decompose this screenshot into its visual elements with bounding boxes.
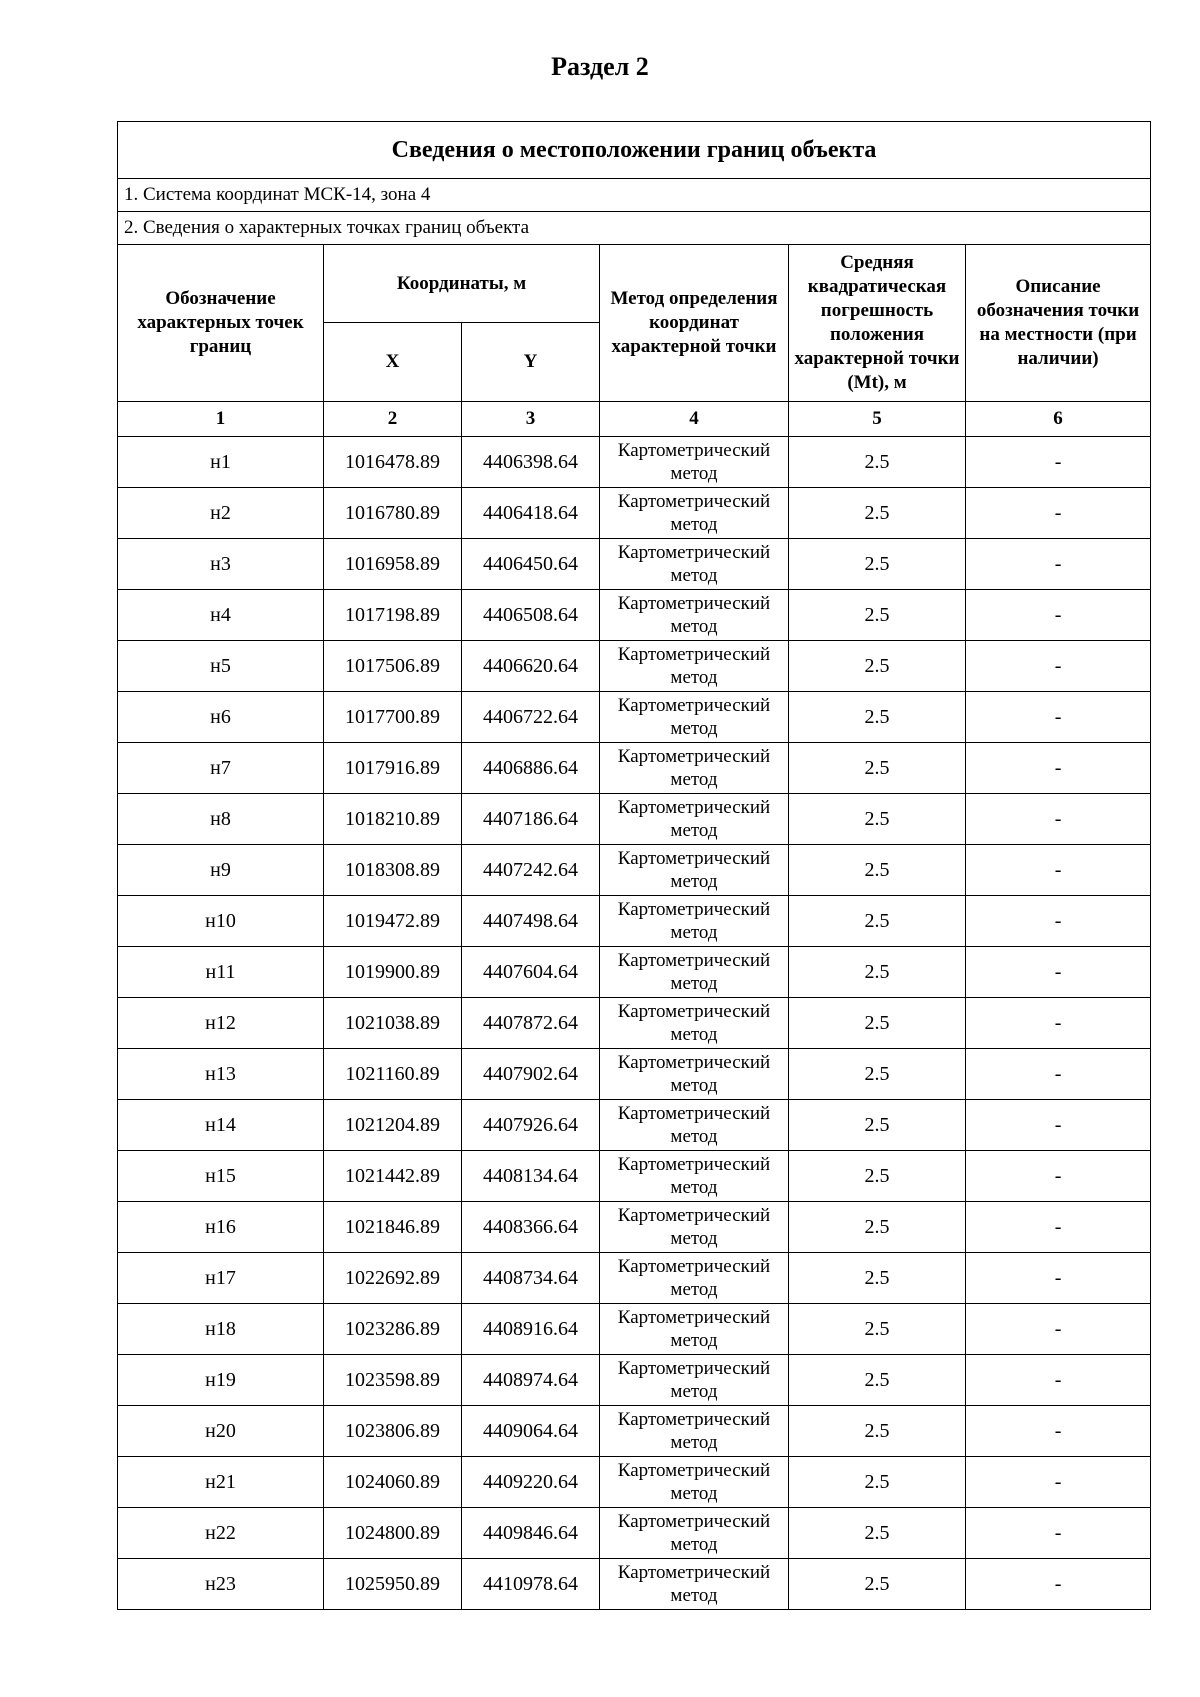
table-row (118, 1151, 1151, 1202)
mt-error: 2.5 (789, 590, 966, 641)
mt-error: 2.5 (789, 1049, 966, 1100)
table-row (118, 437, 1151, 488)
coord-y: 4407498.64 (462, 896, 600, 947)
method: Картометрический метод (600, 1202, 789, 1253)
table-title: Сведения о местоположении границ объекта (118, 122, 1151, 179)
point-description: - (966, 743, 1151, 794)
point-id: н14 (118, 1100, 324, 1151)
coord-y: 4407872.64 (462, 998, 600, 1049)
point-id: н16 (118, 1202, 324, 1253)
table-row (118, 1202, 1151, 1253)
column-number: 4 (600, 402, 789, 437)
coord-x: 1017700.89 (324, 692, 462, 743)
table-row (118, 794, 1151, 845)
coord-x: 1024060.89 (324, 1457, 462, 1508)
point-id: н8 (118, 794, 324, 845)
point-id: н9 (118, 845, 324, 896)
coord-x: 1016958.89 (324, 539, 462, 590)
mt-error: 2.5 (789, 1406, 966, 1457)
method: Картометрический метод (600, 1457, 789, 1508)
point-description: - (966, 1049, 1151, 1100)
point-id: н22 (118, 1508, 324, 1559)
point-description: - (966, 1253, 1151, 1304)
point-id: н21 (118, 1457, 324, 1508)
mt-error: 2.5 (789, 794, 966, 845)
coordinate-system: 1. Система координат МСК-14, зона 4 (118, 179, 1151, 212)
header-description: Описание обозначения точки на местности (при наличии) (966, 245, 1151, 402)
table-row (118, 1406, 1151, 1457)
method: Картометрический метод (600, 794, 789, 845)
coord-y: 4406418.64 (462, 488, 600, 539)
method: Картометрический метод (600, 896, 789, 947)
coord-x: 1019472.89 (324, 896, 462, 947)
method: Картометрический метод (600, 1559, 789, 1610)
point-description: - (966, 794, 1151, 845)
mt-error: 2.5 (789, 1457, 966, 1508)
mt-error: 2.5 (789, 437, 966, 488)
point-description: - (966, 641, 1151, 692)
coord-x: 1021204.89 (324, 1100, 462, 1151)
point-id: н20 (118, 1406, 324, 1457)
header-error: Средняя квадратическая погрешность положения характерной точки (Mt), м (789, 245, 966, 402)
point-description: - (966, 1457, 1151, 1508)
table-row (118, 641, 1151, 692)
coord-y: 4409064.64 (462, 1406, 600, 1457)
coord-x: 1017916.89 (324, 743, 462, 794)
point-description: - (966, 539, 1151, 590)
mt-error: 2.5 (789, 488, 966, 539)
coord-y: 4406886.64 (462, 743, 600, 794)
mt-error: 2.5 (789, 1151, 966, 1202)
coord-x: 1021038.89 (324, 998, 462, 1049)
coord-x: 1021160.89 (324, 1049, 462, 1100)
table-row (118, 1355, 1151, 1406)
table-row (118, 692, 1151, 743)
point-description: - (966, 896, 1151, 947)
mt-error: 2.5 (789, 1253, 966, 1304)
header-method: Метод определения координат характерной точки (600, 245, 789, 402)
point-id: н4 (118, 590, 324, 641)
point-id: н11 (118, 947, 324, 998)
coord-y: 4407242.64 (462, 845, 600, 896)
coord-x: 1017198.89 (324, 590, 462, 641)
method: Картометрический метод (600, 1304, 789, 1355)
point-id: н6 (118, 692, 324, 743)
header-x: X (324, 323, 462, 402)
coord-x: 1021846.89 (324, 1202, 462, 1253)
point-id: н15 (118, 1151, 324, 1202)
mt-error: 2.5 (789, 896, 966, 947)
point-description: - (966, 845, 1151, 896)
point-id: н3 (118, 539, 324, 590)
point-id: н19 (118, 1355, 324, 1406)
method: Картометрический метод (600, 488, 789, 539)
table-row (118, 1253, 1151, 1304)
coord-y: 4407186.64 (462, 794, 600, 845)
method: Картометрический метод (600, 1151, 789, 1202)
column-number: 3 (462, 402, 600, 437)
mt-error: 2.5 (789, 692, 966, 743)
method: Картометрический метод (600, 437, 789, 488)
mt-error: 2.5 (789, 1304, 966, 1355)
coord-y: 4409220.64 (462, 1457, 600, 1508)
method: Картометрический метод (600, 1406, 789, 1457)
coord-x: 1016478.89 (324, 437, 462, 488)
coord-y: 4410978.64 (462, 1559, 600, 1610)
coord-y: 4406508.64 (462, 590, 600, 641)
point-id: н10 (118, 896, 324, 947)
table-row (118, 947, 1151, 998)
mt-error: 2.5 (789, 539, 966, 590)
table-row (118, 845, 1151, 896)
coord-x: 1019900.89 (324, 947, 462, 998)
table-row (118, 896, 1151, 947)
method: Картометрический метод (600, 1253, 789, 1304)
column-number: 5 (789, 402, 966, 437)
points-heading: 2. Сведения о характерных точках границ объекта (118, 212, 1151, 245)
mt-error: 2.5 (789, 947, 966, 998)
point-description: - (966, 1151, 1151, 1202)
point-id: н18 (118, 1304, 324, 1355)
coord-y: 4406722.64 (462, 692, 600, 743)
table-row (118, 1304, 1151, 1355)
coord-x: 1024800.89 (324, 1508, 462, 1559)
coord-y: 4407604.64 (462, 947, 600, 998)
point-description: - (966, 1355, 1151, 1406)
coord-y: 4408974.64 (462, 1355, 600, 1406)
method: Картометрический метод (600, 590, 789, 641)
point-id: н13 (118, 1049, 324, 1100)
table-row (118, 1049, 1151, 1100)
point-id: н5 (118, 641, 324, 692)
method: Картометрический метод (600, 998, 789, 1049)
table-row (118, 488, 1151, 539)
table-row (118, 539, 1151, 590)
coord-x: 1016780.89 (324, 488, 462, 539)
mt-error: 2.5 (789, 1508, 966, 1559)
column-number: 1 (118, 402, 324, 437)
coord-y: 4407902.64 (462, 1049, 600, 1100)
point-description: - (966, 1406, 1151, 1457)
coord-y: 4408916.64 (462, 1304, 600, 1355)
coord-y: 4406398.64 (462, 437, 600, 488)
point-id: н12 (118, 998, 324, 1049)
coord-x: 1017506.89 (324, 641, 462, 692)
coord-x: 1022692.89 (324, 1253, 462, 1304)
point-id: н17 (118, 1253, 324, 1304)
coord-y: 4406450.64 (462, 539, 600, 590)
point-description: - (966, 1508, 1151, 1559)
point-description: - (966, 1100, 1151, 1151)
point-description: - (966, 692, 1151, 743)
point-description: - (966, 488, 1151, 539)
mt-error: 2.5 (789, 1355, 966, 1406)
point-description: - (966, 437, 1151, 488)
boundary-points-table (117, 121, 1151, 1610)
point-id: н2 (118, 488, 324, 539)
method: Картометрический метод (600, 539, 789, 590)
mt-error: 2.5 (789, 1100, 966, 1151)
method: Картометрический метод (600, 1355, 789, 1406)
method: Картометрический метод (600, 845, 789, 896)
point-description: - (966, 1304, 1151, 1355)
column-number: 2 (324, 402, 462, 437)
table-row (118, 1508, 1151, 1559)
coord-x: 1023806.89 (324, 1406, 462, 1457)
mt-error: 2.5 (789, 743, 966, 794)
coord-y: 4406620.64 (462, 641, 600, 692)
coord-y: 4409846.64 (462, 1508, 600, 1559)
method: Картометрический метод (600, 947, 789, 998)
point-description: - (966, 998, 1151, 1049)
method: Картометрический метод (600, 641, 789, 692)
coord-y: 4408366.64 (462, 1202, 600, 1253)
table-row (118, 998, 1151, 1049)
mt-error: 2.5 (789, 1559, 966, 1610)
coord-x: 1023598.89 (324, 1355, 462, 1406)
mt-error: 2.5 (789, 1202, 966, 1253)
coord-x: 1021442.89 (324, 1151, 462, 1202)
header-coordinates: Координаты, м (324, 245, 600, 323)
column-numbers-row (118, 402, 1151, 437)
coord-x: 1025950.89 (324, 1559, 462, 1610)
method: Картометрический метод (600, 1049, 789, 1100)
point-description: - (966, 1559, 1151, 1610)
header-designation: Обозначение характерных точек границ (118, 245, 324, 402)
table-row (118, 590, 1151, 641)
section-title: Раздел 2 (551, 52, 649, 81)
header-y: Y (462, 323, 600, 402)
table-row (118, 743, 1151, 794)
point-id: н1 (118, 437, 324, 488)
mt-error: 2.5 (789, 845, 966, 896)
mt-error: 2.5 (789, 641, 966, 692)
coord-x: 1018210.89 (324, 794, 462, 845)
point-description: - (966, 590, 1151, 641)
method: Картометрический метод (600, 692, 789, 743)
point-id: н7 (118, 743, 324, 794)
point-description: - (966, 947, 1151, 998)
table-row (118, 1457, 1151, 1508)
table-row (118, 1559, 1151, 1610)
method: Картометрический метод (600, 1508, 789, 1559)
method: Картометрический метод (600, 743, 789, 794)
coord-y: 4407926.64 (462, 1100, 600, 1151)
coord-x: 1018308.89 (324, 845, 462, 896)
method: Картометрический метод (600, 1100, 789, 1151)
coord-y: 4408134.64 (462, 1151, 600, 1202)
coord-x: 1023286.89 (324, 1304, 462, 1355)
point-description: - (966, 1202, 1151, 1253)
point-id: н23 (118, 1559, 324, 1610)
table-row (118, 1100, 1151, 1151)
coord-y: 4408734.64 (462, 1253, 600, 1304)
mt-error: 2.5 (789, 998, 966, 1049)
column-number: 6 (966, 402, 1151, 437)
